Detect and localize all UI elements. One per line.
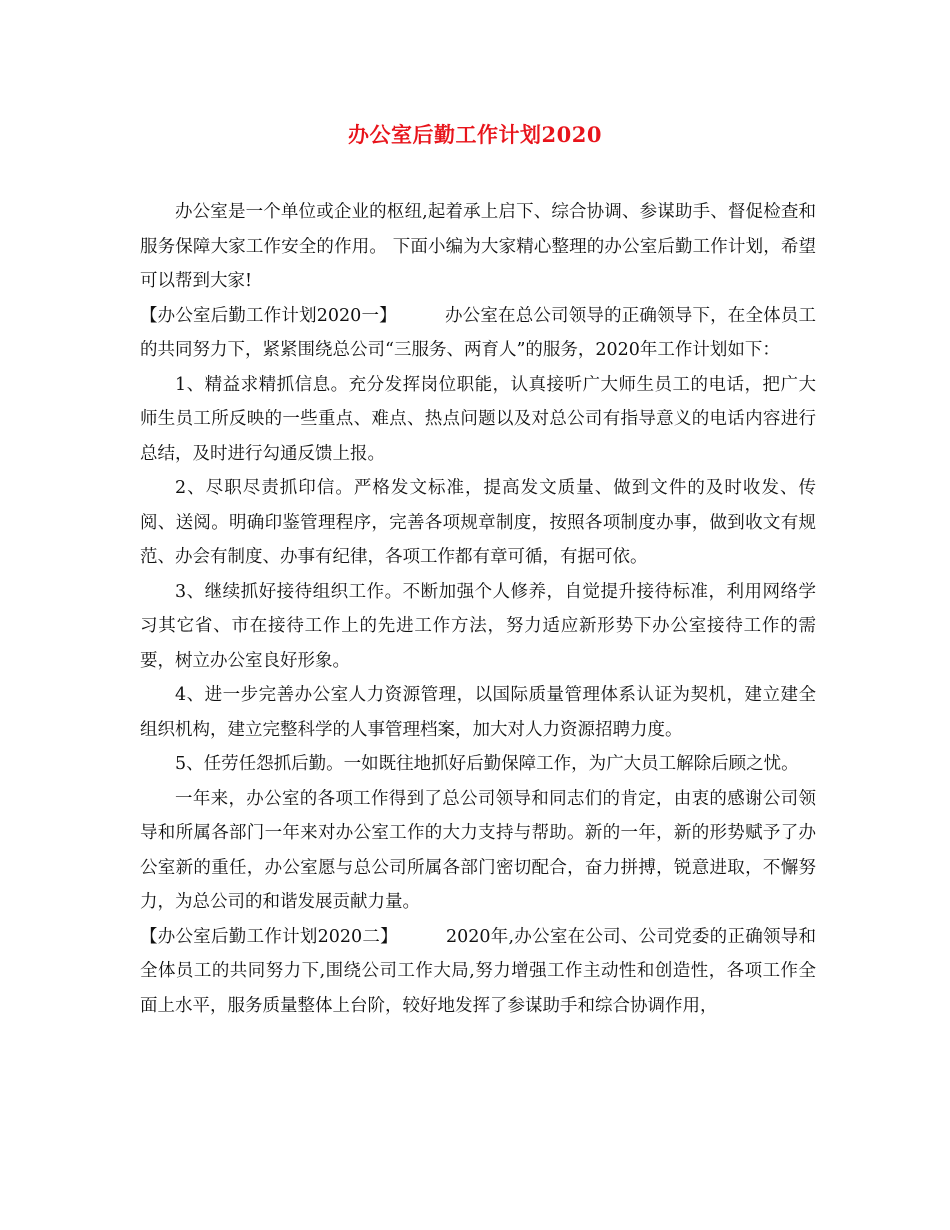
list-item: 4、进一步完善办公室人力资源管理，以国际质量管理体系认证为契机，建立建全组织机构，建立完整科学的人事管理档案，加大对人力资源招聘力度。 <box>140 685 816 740</box>
list-item: 5、任劳任怨抓后勤。一如既往地抓好后勤保障工作，为广大员工解除后顾之忧。 <box>175 754 799 774</box>
closing-paragraph: 一年来，办公室的各项工作得到了总公司领导和同志们的肯定，由衷的感谢公司领导和所属各部门一年来对办公室工作的大力支持与帮助。新的一年，新的形势赋予了办公室新的重任，办公室愿与总公司所属各部门密切配合，奋力拼搏，锐意进取，不懈努力，为总公司的和谐发展贡献力量。 <box>140 788 816 912</box>
section1-lead: 办公室在总公司领导的正确领导下，在全体员工的共同努力下，紧紧围绕总公司“三服务、两育人”的服务，2020年工作计划如下： <box>140 305 816 360</box>
section2-heading: 【办公室后勤工作计划2020二】 <box>140 926 398 947</box>
section1-heading: 【办公室后勤工作计划2020一】 <box>140 305 397 326</box>
list-item: 1、精益求精抓信息。充分发挥岗位职能，认真接听广大师生员工的电话，把广大师生员工所反映的一些重点、难点、热点问题以及对总公司有指导意义的电话内容进行总结，及时进行勾通反馈上报。 <box>140 374 816 464</box>
intro-paragraph: 办公室是一个单位或企业的枢纽,起着承上启下、综合协调、参谋助手、督促检查和服务保障大家工作安全的作用。 下面小编为大家精心整理的办公室后勤工作计划，希望可以帮到大家! <box>140 202 816 291</box>
list-item: 3、继续抓好接待组织工作。不断加强个人修养，自觉提升接待标准，利用网络学习其它省、市在接待工作上的先进工作方法，努力适应新形势下办公室接待工作的需要，树立办公室良好形象。 <box>140 581 816 671</box>
list-item: 2、尽职尽责抓印信。严格发文标准，提高发文质量、做到文件的及时收发、传阅、送阅。明确印鉴管理程序，完善各项规章制度，按照各项制度办事，做到收文有规范、办会有制度、办事有纪律，各项工作都有章可循，有据可依。 <box>140 478 816 567</box>
section2-lead: 2020年,办公室在公司、公司党委的正确领导和全体员工的共同努力下,围绕公司工作大局,努力增强工作主动性和创造性，各项工作全面上水平，服务质量整体上台阶，较好地发挥了参谋助手和综合协调作用， <box>140 926 816 1016</box>
document-body <box>140 195 816 1023</box>
section1-paragraph <box>140 299 816 368</box>
section2-paragraph <box>140 920 816 1024</box>
document-title: 办公室后勤工作计划2020 <box>348 122 602 147</box>
